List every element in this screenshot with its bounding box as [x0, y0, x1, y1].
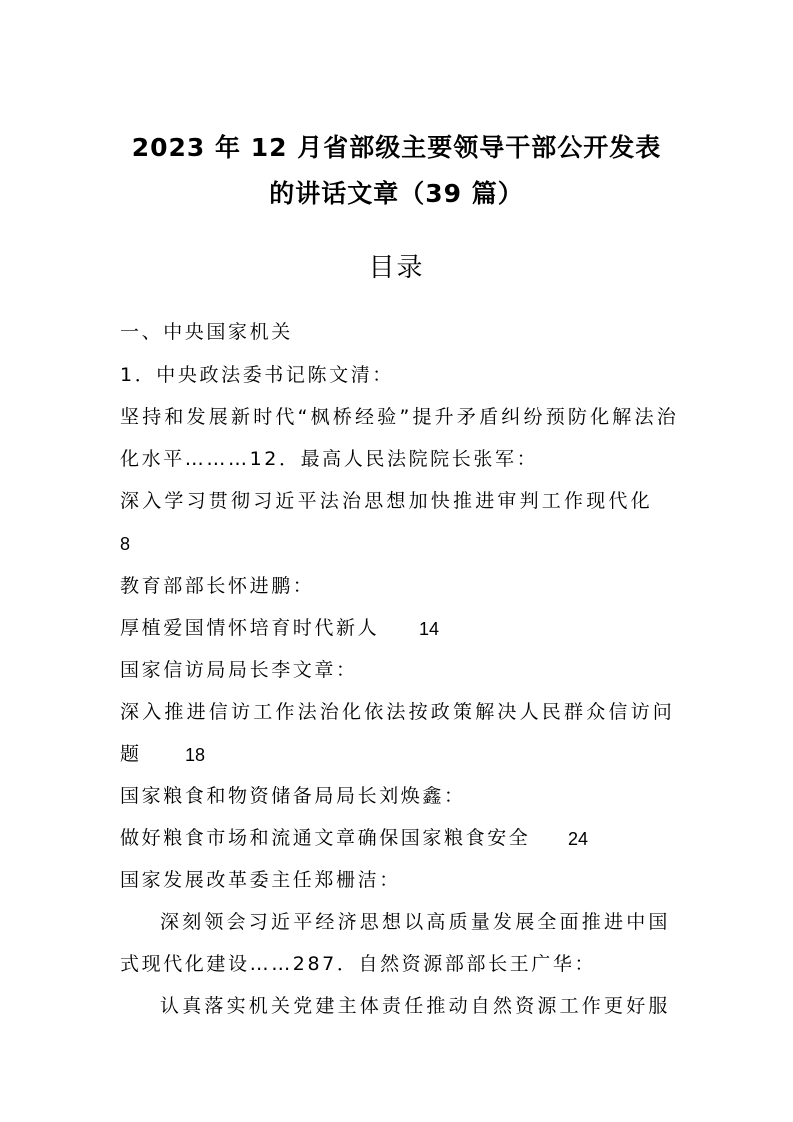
toc-page-number: 8: [120, 534, 131, 554]
toc-item-article: 认真落实机关党建主体责任推动自然资源工作更好服: [160, 995, 671, 1017]
toc-item-article: 深入推进信访工作法治化依法按政策解决人民群众信访问: [120, 701, 676, 723]
toc-item-article: 厚植爱国情怀培育时代新人: [120, 617, 380, 639]
toc-item-article: 坚持和发展新时代“枫桥经验”提升矛盾纠纷预防化解法治: [120, 406, 679, 428]
toc-item-article-continued: 式现代化建设……287．自然资源部部长王广华：: [120, 953, 597, 975]
toc-item-article-continued: 化水平………12．最高人民法院院长张军：: [120, 448, 539, 470]
toc-item-title: 教育部部长怀进鹏：: [120, 575, 315, 597]
toc-item-title: 1．中央政法委书记陈文清：: [120, 364, 394, 386]
toc-page-number: 24: [568, 829, 589, 849]
document-title-line-1: 2023 年 12 月省部级主要领导干部公开发表: [131, 133, 662, 162]
toc-item-title: 国家信访局局长李文章：: [120, 659, 358, 681]
toc-item-article: 深入学习贯彻习近平法治思想加快推进审判工作现代化: [120, 490, 653, 512]
toc-item-title: 国家粮食和物资储备局局长刘焕鑫：: [120, 785, 466, 807]
document-title-line-2: 的讲话文章（39 篇）: [269, 179, 524, 208]
toc-item-title: 国家发展改革委主任郑栅洁：: [120, 869, 401, 891]
toc-item-article: 做好粮食市场和流通文章确保国家粮食安全: [120, 827, 531, 849]
toc-heading: 目录: [368, 253, 425, 283]
toc-page-number: 18: [185, 745, 206, 765]
toc-item-article: 深刻领会习近平经济思想以高质量发展全面推进中国: [160, 911, 671, 933]
toc-page-number: 14: [419, 619, 440, 639]
toc-section-heading: 一、中央国家机关: [120, 321, 293, 343]
toc-item-article-continued: 题: [120, 743, 140, 765]
